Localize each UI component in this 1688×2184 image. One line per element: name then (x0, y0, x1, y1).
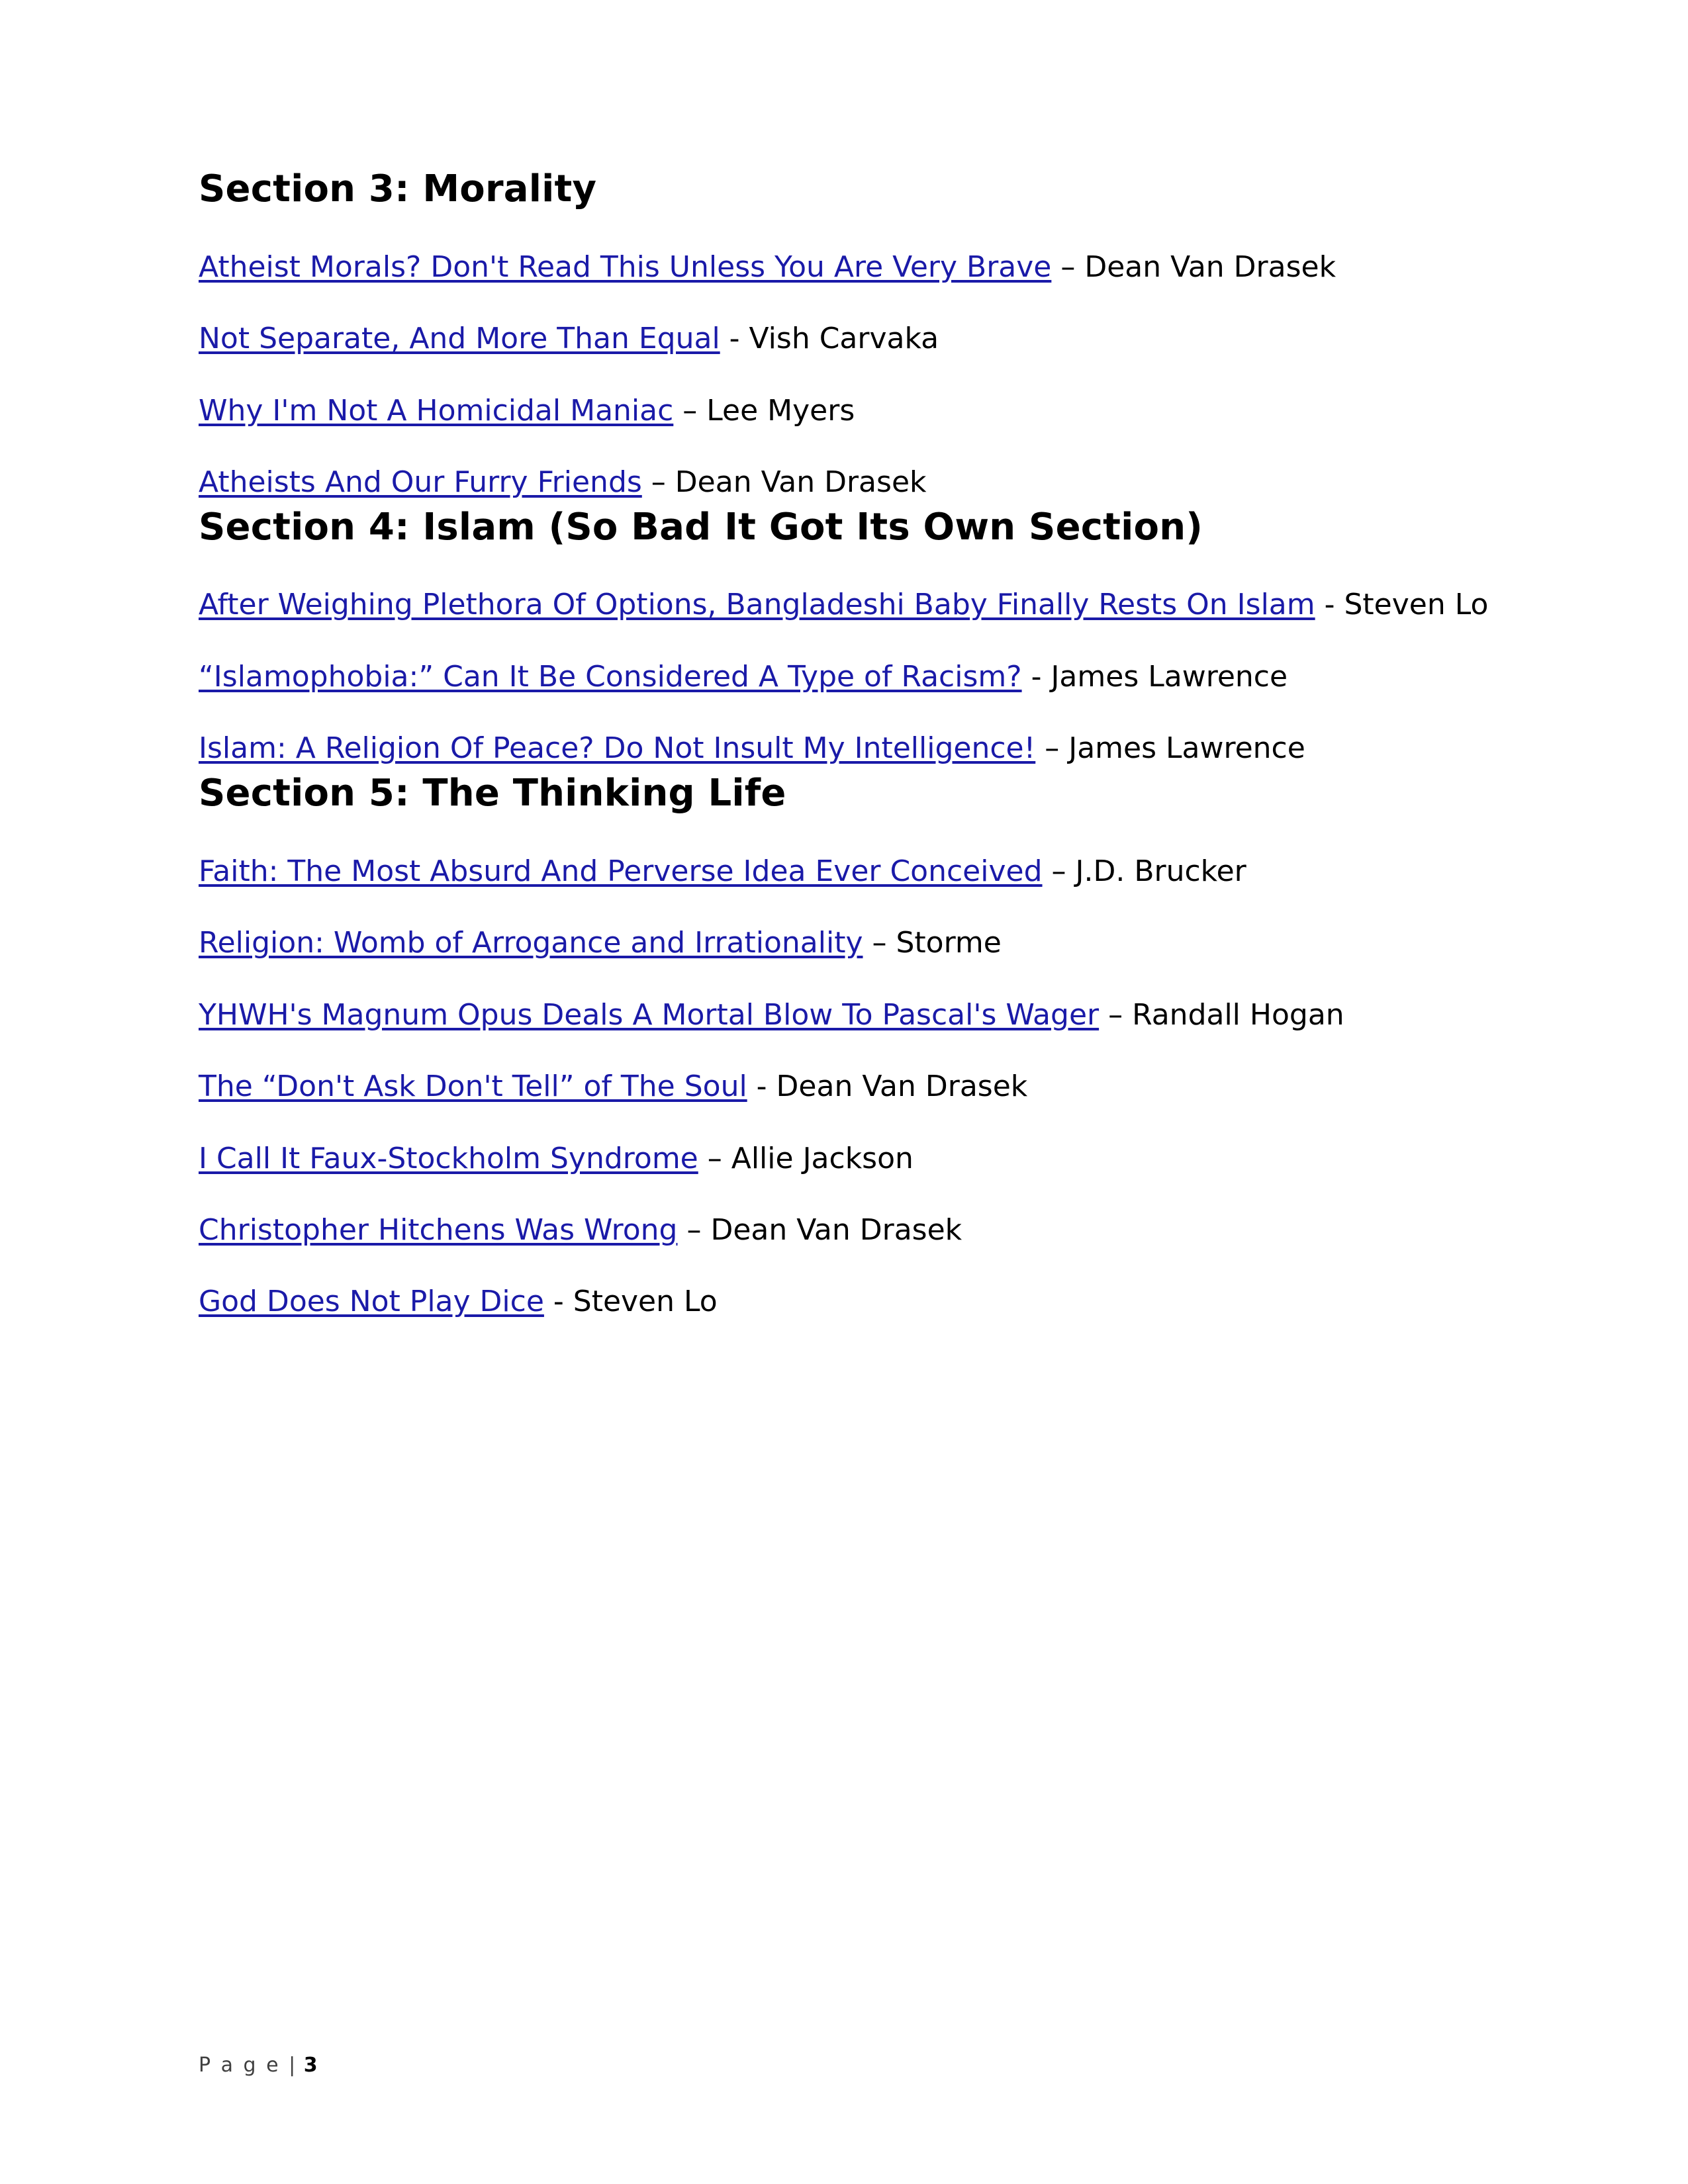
toc-entry-dash: - (747, 1069, 776, 1104)
toc-entry-link[interactable]: Islam: A Religion Of Peace? Do Not Insult My Intelligence! (199, 731, 1036, 766)
toc-entry-author: J.D. Brucker (1075, 854, 1246, 888)
toc-entry-dash: – (1051, 250, 1085, 284)
toc-entry-author: Steven Lo (1344, 588, 1489, 622)
toc-entry-link[interactable]: I Call It Faux-Stockholm Syndrome (199, 1141, 698, 1175)
toc-entry-link[interactable]: Atheists And Our Furry Friends (199, 465, 642, 500)
toc-entry (199, 995, 1496, 1036)
page-number: 3 (303, 2054, 318, 2077)
toc-entry-author: Dean Van Drasek (1084, 250, 1336, 284)
toc-entry-dash: - (543, 1285, 573, 1319)
toc-entry (199, 657, 1496, 698)
toc-entry-dash: – (1035, 731, 1069, 766)
toc-entry-link[interactable]: Why I'm Not A Homicidal Maniac (199, 393, 674, 428)
toc-entry-author: Dean Van Drasek (675, 465, 927, 500)
toc-entry-author: Storme (896, 926, 1002, 960)
toc-entry-author: Randall Hogan (1132, 997, 1344, 1032)
toc-entry-author: James Lawrence (1068, 731, 1305, 766)
toc-entry-dash: – (698, 1141, 731, 1175)
toc-entry-author: Allie Jackson (731, 1141, 914, 1175)
toc-entry (199, 1066, 1496, 1107)
toc-entry-dash: – (673, 393, 707, 428)
toc-entry-dash: – (641, 465, 675, 500)
toc-entry-link[interactable]: Christopher Hitchens Was Wrong (199, 1213, 678, 1248)
toc-entry (199, 584, 1496, 625)
toc-entry-link[interactable]: Not Separate, And More Than Equal (199, 322, 720, 356)
toc-entry-author: Lee Myers (706, 393, 855, 428)
section-heading-4: Section 4: Islam (So Bad It Got Its Own Section) (199, 505, 1203, 549)
toc-entry-link[interactable]: YHWH's Magnum Opus Deals A Mortal Blow To Pascal's Wager (199, 997, 1100, 1032)
toc-entry-dash: - (1315, 588, 1344, 622)
toc-entry-link[interactable]: Atheist Morals? Don't Read This Unless You Are Very Brave (199, 250, 1052, 284)
toc-entry (199, 1281, 1496, 1322)
toc-entry (199, 923, 1496, 964)
table-of-contents (199, 165, 1496, 1323)
page-label: P a g e (199, 2054, 281, 2077)
toc-entry-link[interactable]: Religion: Womb of Arrogance and Irrationality (199, 926, 863, 960)
toc-entry-author: Steven Lo (573, 1285, 718, 1319)
toc-entry-dash: - (1021, 659, 1051, 694)
toc-entry-dash: – (1099, 997, 1133, 1032)
toc-entry-link[interactable]: “Islamophobia:” Can It Be Considered A Type of Racism? (199, 659, 1022, 694)
toc-entry-link[interactable]: God Does Not Play Dice (199, 1285, 544, 1319)
page-footer (199, 2054, 318, 2077)
section-heading-5: Section 5: The Thinking Life (199, 771, 786, 815)
toc-entry (199, 462, 1496, 503)
toc-entry (199, 318, 1496, 359)
page-label-separator: | (289, 2054, 296, 2077)
toc-entry (199, 1138, 1496, 1179)
toc-entry (199, 247, 1496, 288)
toc-entry (199, 851, 1496, 892)
toc-entry (199, 728, 1496, 769)
toc-entry-dash: – (863, 926, 896, 960)
toc-entry (199, 1210, 1496, 1251)
toc-entry-dash: – (677, 1213, 711, 1248)
toc-entry-dash: - (720, 322, 749, 356)
toc-entry-link[interactable]: Faith: The Most Absurd And Perverse Idea Ever Conceived (199, 854, 1043, 888)
section-heading-3: Section 3: Morality (199, 167, 597, 210)
toc-entry (199, 390, 1496, 432)
toc-entry-author: Dean Van Drasek (776, 1069, 1028, 1104)
toc-entry-author: Vish Carvaka (749, 322, 939, 356)
toc-entry-dash: – (1042, 854, 1076, 888)
toc-entry-author: James Lawrence (1051, 659, 1288, 694)
toc-entry-link[interactable]: After Weighing Plethora Of Options, Bangladeshi Baby Finally Rests On Islam (199, 588, 1315, 622)
toc-entry-author: Dean Van Drasek (710, 1213, 962, 1248)
toc-entry-link[interactable]: The “Don't Ask Don't Tell” of The Soul (199, 1069, 747, 1104)
